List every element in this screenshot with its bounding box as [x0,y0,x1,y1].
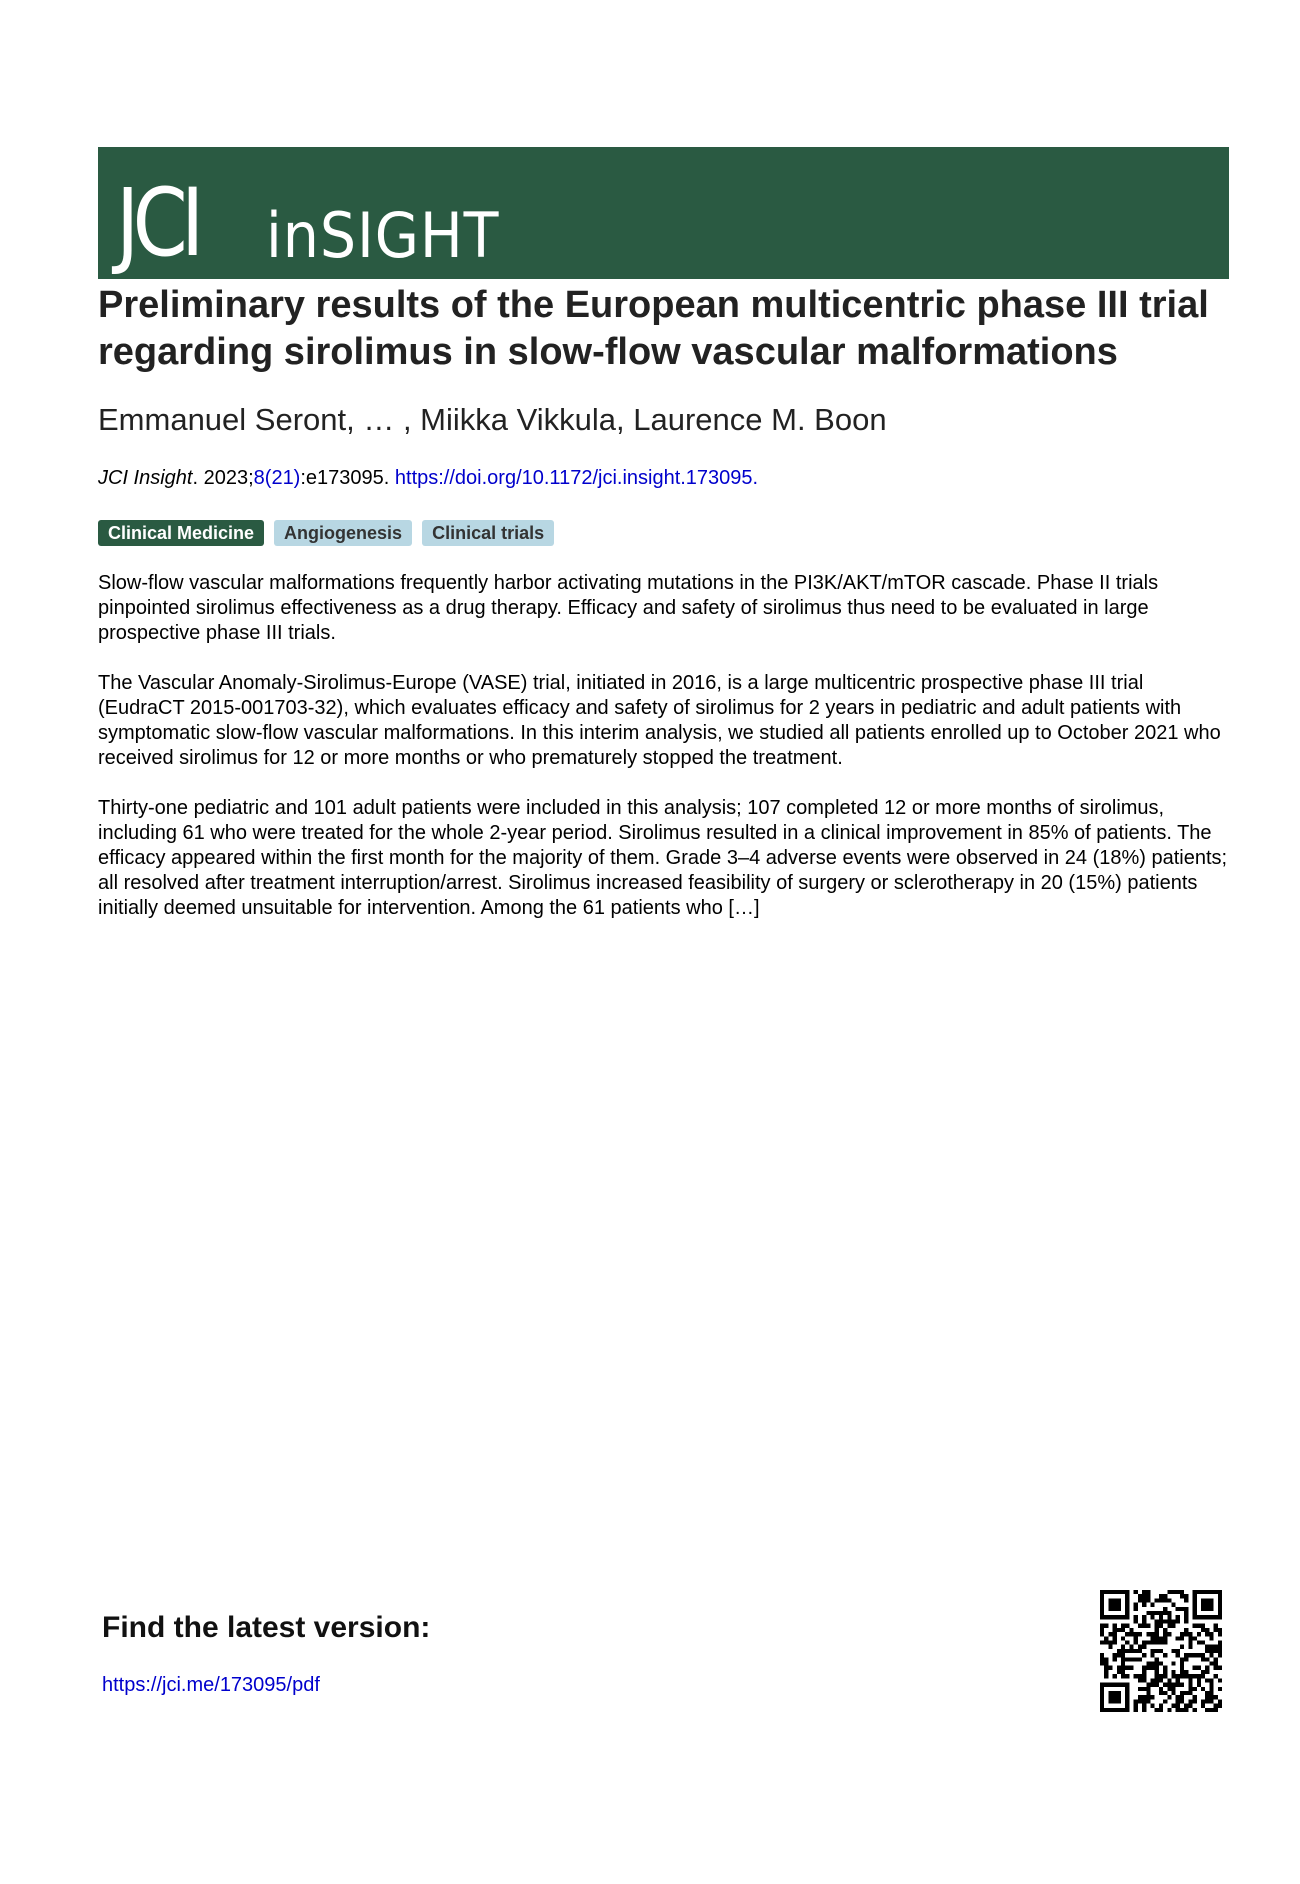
article-authors: Emmanuel Seront, … , Miikka Vikkula, Laurence M. Boon [98,402,887,437]
article-title: Preliminary results of the European multicentric phase III trial regarding sirolimus in slow-flow vascular malformations [98,284,1209,373]
abstract [98,571,1230,946]
tag-clinical-trials[interactable]: Clinical trials [422,520,554,546]
journal-name: JCI Insight [98,467,193,489]
abstract-paragraph-2: The Vascular Anomaly-Sirolimus-Europe (VASE) trial, initiated in 2016, is a large multicentric prospective phase III trial (EudraCT 2015-001703-32), which evaluates efficacy and safety of sirolimus for 2 years in pediatric and adult patients with symptomatic slow-flow vascular malformations. In this interim analysis, we studied all patients enrolled up to October 2021 who received sirolimus for 12 or more months or who prematurely stopped the treatment. [98,672,1221,769]
latest-version-link[interactable]: https://jci.me/173095/pdf [102,1674,320,1696]
jci-insight-logo[interactable] [116,155,520,278]
logo-insight-text: inSIGHT [266,199,500,272]
find-latest-heading: Find the latest version: [102,1611,431,1644]
volume-issue-link[interactable]: 8(21) [253,467,301,489]
doi-link[interactable]: https://doi.org/10.1172/jci.insight.173095. [394,467,759,489]
journal-banner [98,147,1229,279]
qr-code-icon[interactable] [1100,1590,1222,1712]
abstract-paragraph-3: Thirty-one pediatric and 101 adult patients were included in this analysis; 107 completed 12 or more months of sirolimus, including 61 who were treated for the whole 2-year period. Sirolimus resulted in a clinical improvement in 85% of patients. The efficacy appeared within the first month for the majority of them. Grade 3–4 adverse events were observed in 24 (18%) patients; all resolved after treatment interruption/arrest. Sirolimus increased feasibility of surgery or sclerotherapy in 20 (15%) patients initially deemed unsuitable for intervention. Among the 61 patients who […] [98,797,1228,919]
citation-line [98,465,758,491]
logo-jci-text: JCI [116,169,198,278]
article-id: :e173095. [300,467,395,489]
citation-year: . 2023; [192,467,254,489]
tag-clinical-medicine[interactable]: Clinical Medicine [98,520,264,546]
abstract-paragraph-1: Slow-flow vascular malformations frequently harbor activating mutations in the PI3K/AKT/mTOR cascade. Phase II trials pinpointed sirolimus effectiveness as a drug therapy. Efficacy and safety of sirolimus thus need to be evaluated in large prospective phase III trials. [98,572,1159,644]
tag-angiogenesis[interactable]: Angiogenesis [274,520,412,546]
subject-tags [98,520,554,546]
